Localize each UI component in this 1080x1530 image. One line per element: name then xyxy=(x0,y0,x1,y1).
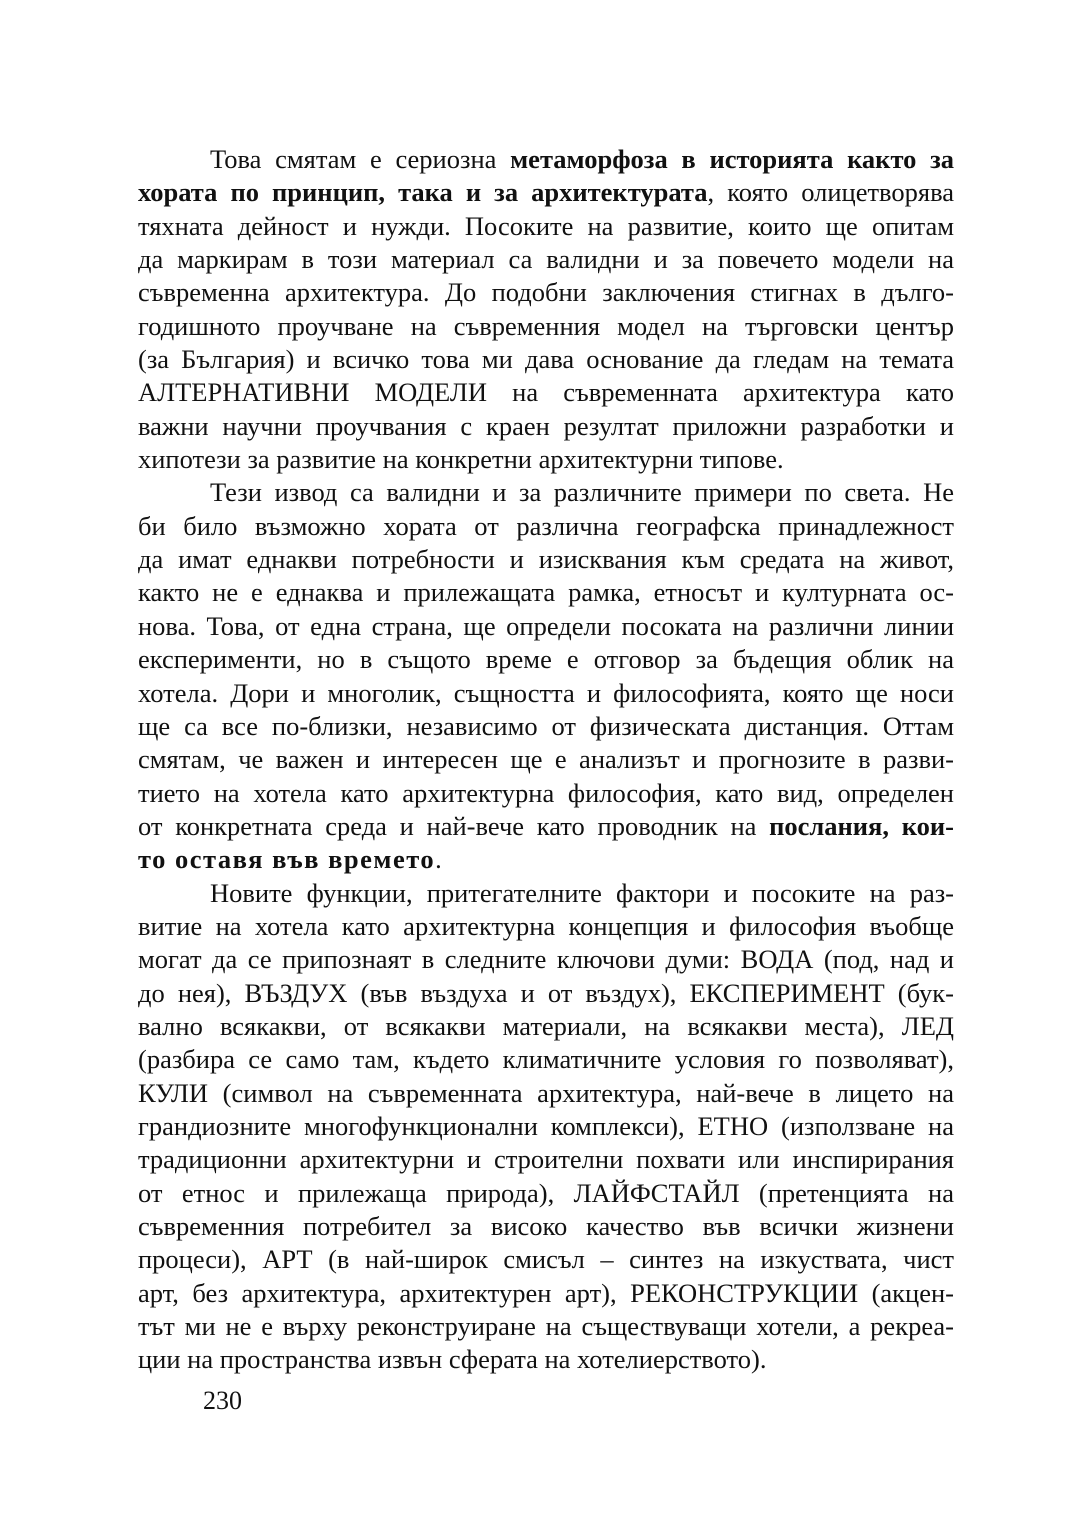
text-segment: процеси), АРТ (в най-широк смисъл – синтез на изкуствата, чист xyxy=(138,1244,954,1275)
text-line xyxy=(138,343,954,376)
text-line xyxy=(138,576,954,609)
paragraph-3 xyxy=(138,877,954,1377)
emphasized-text: хората по принцип, така и за архитектурата xyxy=(138,177,708,208)
text-line xyxy=(138,243,954,276)
text-line xyxy=(138,443,954,476)
text-line xyxy=(138,376,954,409)
text-line xyxy=(138,877,954,910)
text-line xyxy=(138,1143,954,1176)
text-line xyxy=(138,943,954,976)
text-segment: нова. Това, от една страна, ще определи посоката на различни линии xyxy=(138,610,954,641)
text-segment: хипотези за развитие на конкретни архитектурни типове. xyxy=(138,444,784,475)
text-line xyxy=(138,743,954,776)
text-segment: ще са все по-близки, независимо от физическата дистанция. Оттам xyxy=(138,710,954,741)
paragraph-2 xyxy=(138,476,954,876)
text-segment: КУЛИ (символ на съвременната архитектура, най-вече в лицето на xyxy=(138,1077,954,1108)
text-line xyxy=(138,1243,954,1276)
text-segment: витие на хотела като архитектурна концепция и философия въобще xyxy=(138,910,954,941)
text-line xyxy=(138,643,954,676)
text-line xyxy=(138,1343,954,1376)
text-line xyxy=(138,310,954,343)
text-segment: . xyxy=(435,844,442,875)
page-number: 230 xyxy=(203,1386,242,1415)
text-segment: ции на пространства извън сферата на хотелиерството). xyxy=(138,1344,767,1375)
emphasized-text: то оставя във времето xyxy=(138,844,436,875)
text-segment: важни научни проучвания с краен резултат приложни разработки и xyxy=(138,410,954,441)
text-line xyxy=(138,1177,954,1210)
text-line xyxy=(138,610,954,643)
text-line xyxy=(138,276,954,309)
text-segment: вално всякакви, от всякакви материали, на всякакви места), ЛЕД xyxy=(138,1010,954,1041)
text-line xyxy=(138,476,954,509)
text-segment: съвременния потребител за високо качество във всички жизнени xyxy=(138,1211,954,1241)
text-segment: да имат еднакви потребности и изисквания към средата на живот, xyxy=(138,544,954,575)
text-line xyxy=(138,210,954,243)
text-segment: , която олицетворява xyxy=(707,177,954,208)
text-line xyxy=(138,910,954,943)
text-line xyxy=(138,510,954,543)
text-segment: хотела. Дори и многолик, същността и философията, която ще носи xyxy=(138,677,954,708)
text-line xyxy=(138,1277,954,1310)
text-line xyxy=(138,977,954,1010)
text-line xyxy=(138,410,954,443)
text-segment: (за България) и всичко това ми дава основание да гледам на темата xyxy=(138,344,954,375)
text-segment: арт, без архитектура, архитектурен арт), РЕКОНСТРУКЦИИ (акцен- xyxy=(138,1277,954,1308)
text-line xyxy=(138,1110,954,1143)
text-segment: грандиозните многофункционални комплекси), ЕТНО (използване на xyxy=(138,1110,954,1141)
text-line xyxy=(138,1310,954,1343)
emphasized-text: послания, кои- xyxy=(769,810,954,841)
text-line xyxy=(138,777,954,810)
text-segment: тието на хотела като архитектурна философия, като вид, определен xyxy=(138,777,954,808)
emphasized-text: метаморфоза в историята както за xyxy=(510,144,954,174)
text-segment: както не е еднаква и прилежащата рамка, етносът и културната ос- xyxy=(138,577,954,608)
page-body xyxy=(138,143,954,1377)
text-segment: Тези извод са валидни и за различните примери по света. Не xyxy=(210,477,954,508)
text-segment: би било възможно хората от различна географска принадлежност xyxy=(138,510,954,541)
text-line xyxy=(138,810,954,843)
text-segment: годишното проучване на съвременния модел на търговски център xyxy=(138,310,954,341)
text-segment: от етнос и прилежаща природа), ЛАЙФСТАЙЛ (претенцията на xyxy=(138,1177,954,1208)
paragraph-1 xyxy=(138,143,954,476)
text-segment: до нея), ВЪЗДУХ (във въздуха и от въздух), ЕКСПЕРИМЕНТ (бук- xyxy=(138,977,954,1008)
text-segment: АЛТЕРНАТИВНИ МОДЕЛИ на съвременната архитектура като xyxy=(138,377,954,408)
text-line xyxy=(138,677,954,710)
text-line xyxy=(138,176,954,209)
text-line xyxy=(138,1010,954,1043)
text-line xyxy=(138,1210,954,1243)
text-line xyxy=(138,843,954,876)
text-segment: Новите функции, притегателните фактори и посоките на раз- xyxy=(210,877,954,908)
text-segment: от конкретната среда и най-вече като проводник на xyxy=(138,810,770,841)
text-segment: могат да се припознаят в следните ключови думи: ВОДА (под, над и xyxy=(138,944,954,975)
text-line xyxy=(138,1043,954,1076)
text-segment: смятам, че важен и интересен ще е анализът и прогнозите в разви- xyxy=(138,744,954,775)
text-segment: да маркирам в този материал са валидни и за повечето модели на xyxy=(138,244,954,275)
text-segment: традиционни архитектурни и строителни похвати или инспирирания xyxy=(138,1144,954,1175)
text-line xyxy=(138,710,954,743)
text-segment: (разбира се само там, където климатичните условия го позволяват), xyxy=(138,1044,954,1075)
text-segment: тяхната дейност и нужди. Посоките на развитие, които ще опитам xyxy=(138,210,954,241)
text-line xyxy=(138,1077,954,1110)
text-line xyxy=(138,143,954,176)
text-line xyxy=(138,543,954,576)
text-segment: съвременна архитектура. До подобни заключения стигнах в дълго- xyxy=(138,277,954,308)
text-segment: Това смятам е сериозна xyxy=(210,144,511,174)
text-segment: експерименти, но в същото време е отговор за бъдещия облик на xyxy=(138,644,954,675)
text-segment: тът ми не е върху реконструиране на съществуващи хотели, а рекреа- xyxy=(138,1311,954,1342)
